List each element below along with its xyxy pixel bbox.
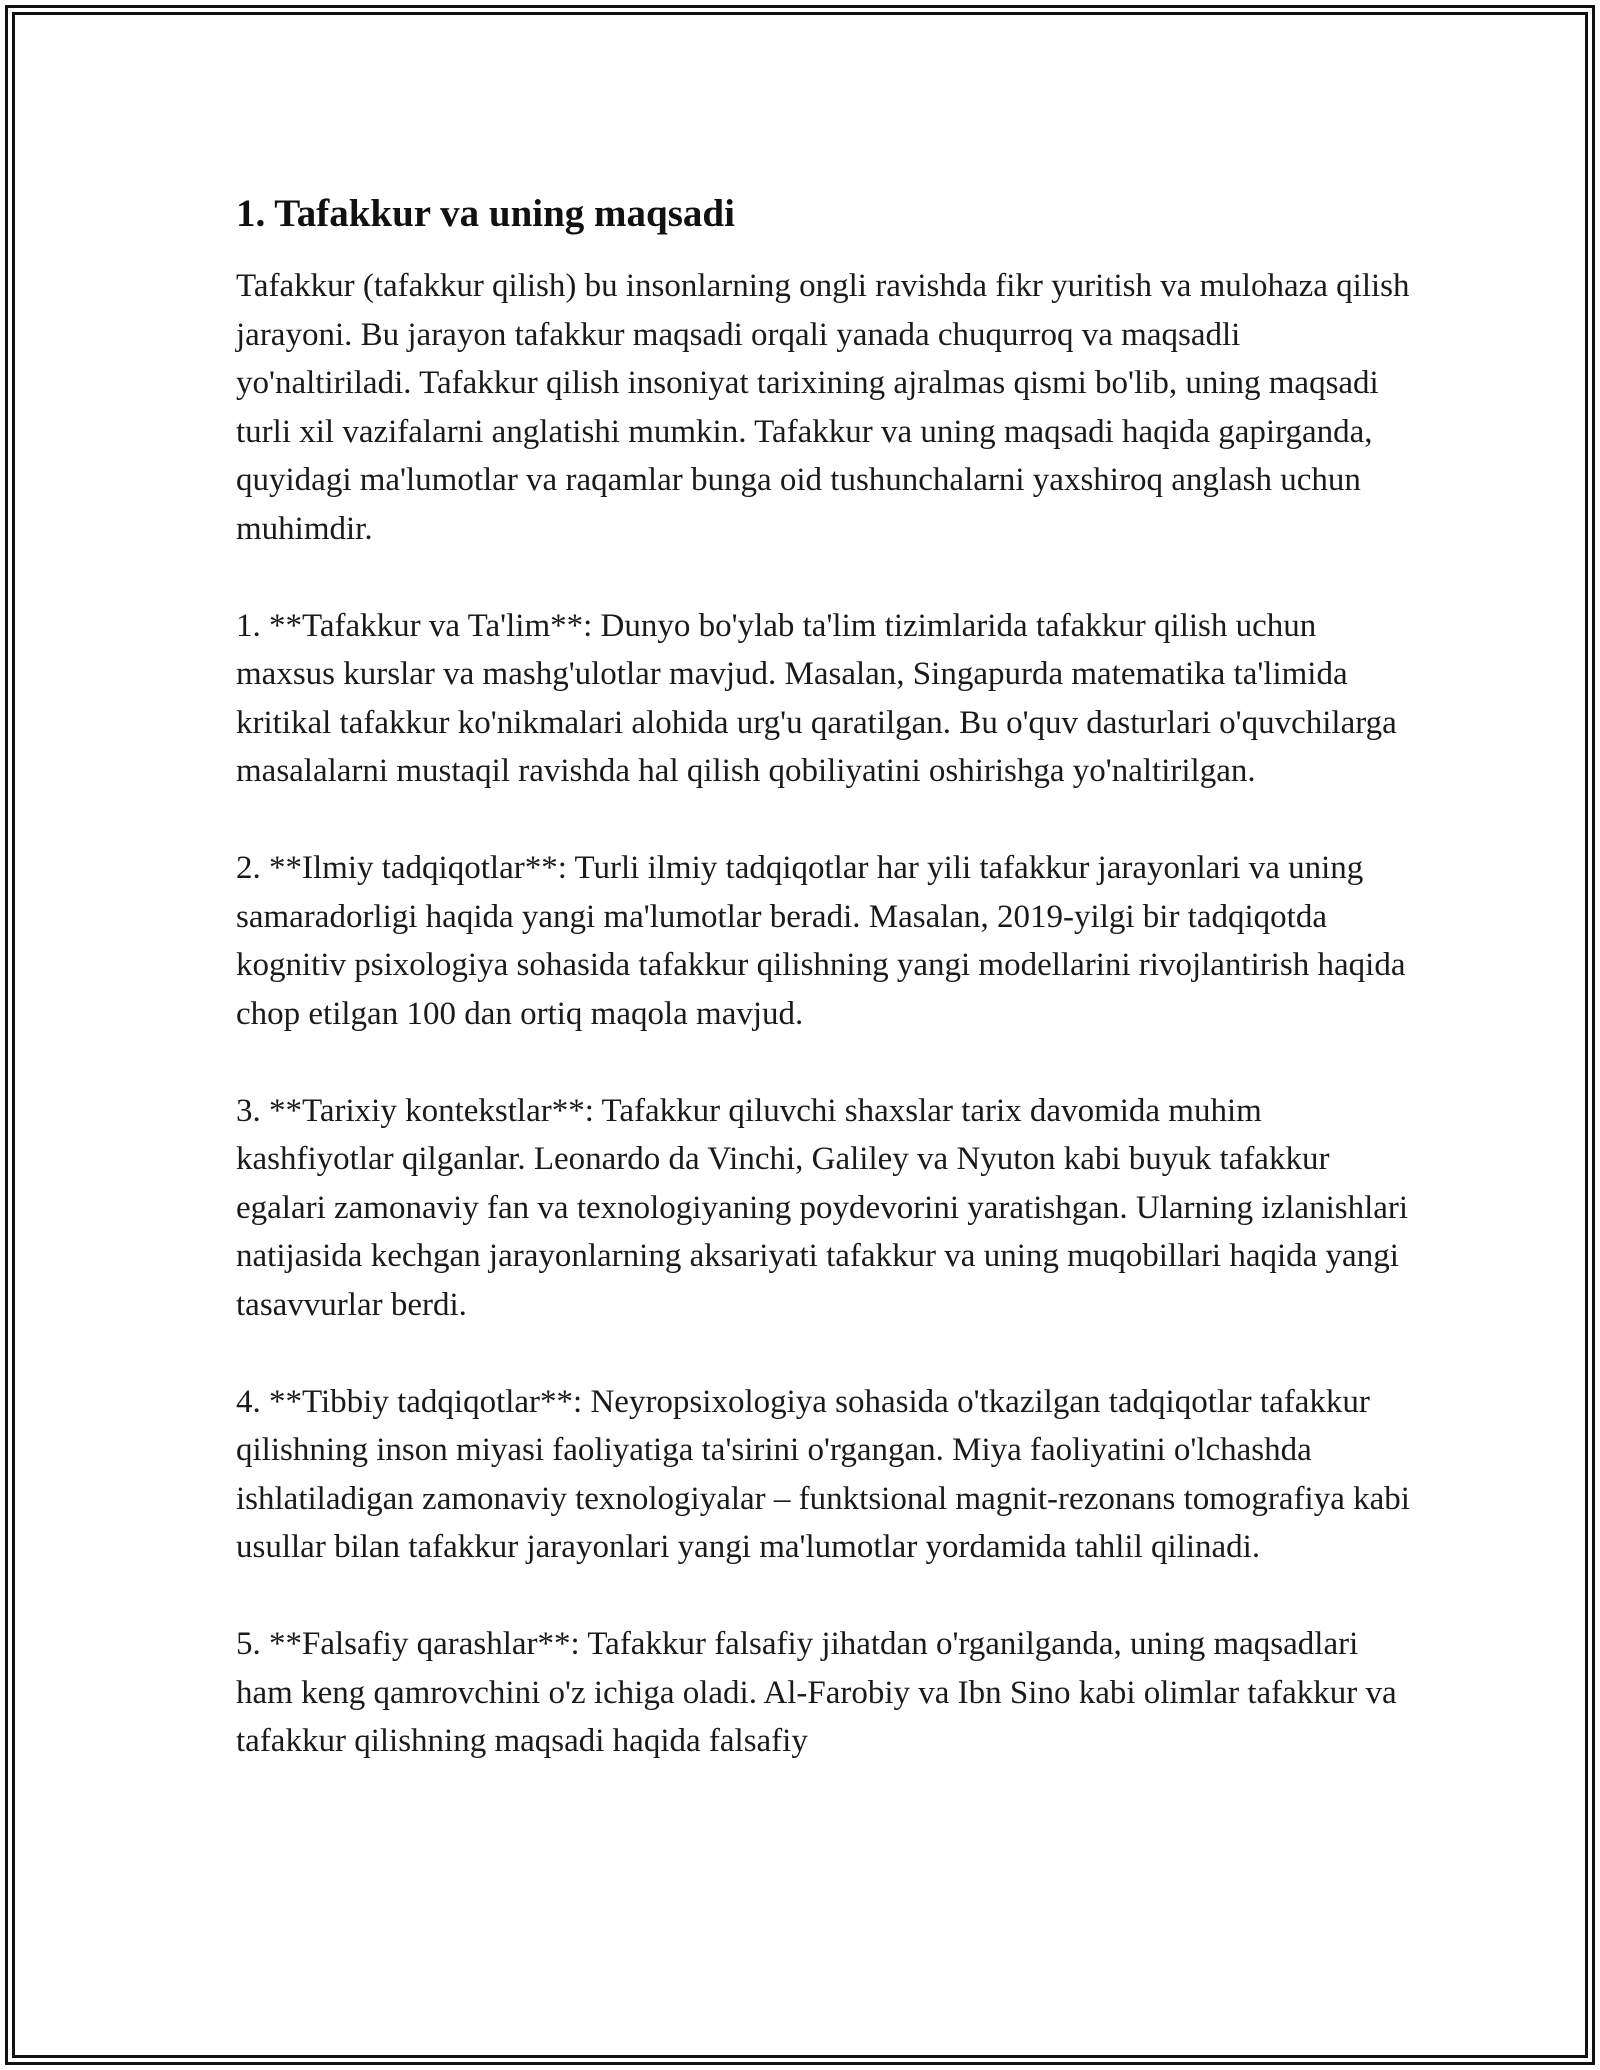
section-title: 1. Tafakkur va uning maqsadi: [236, 192, 735, 235]
document-body: [236, 190, 1416, 1814]
paragraph-medical-research: 4. **Tibbiy tadqiqotlar**: Neyropsixologiya sohasida o'tkazilgan tadqiqotlar tafakkur qilishning inson miyasi faoliyatiga ta'sirini o'rgangan. Miya faoliyatini o'lchashda ishlatiladigan zamonaviy texnologiyalar – funktsional magnit-rezonans tomografiya kabi usullar bilan tafakkur jarayonlari yangi ma'lumotlar yordamida tahlil qilinadi.: [236, 1383, 1410, 1565]
paragraph-historical-contexts: 3. **Tarixiy kontekstlar**: Tafakkur qiluvchi shaxslar tarix davomida muhim kashfiyotlar qilganlar. Leonardo da Vinchi, Galiley va Nyuton kabi buyuk tafakkur egalari zamonaviy fan va texnologiyaning poydevorini yaratishgan. Ularning izlanishlari natijasida kechgan jarayonlarning aksariyati tafakkur va uning muqobillari haqida yangi tasavvurlar berdi.: [236, 1092, 1409, 1323]
paragraph-scientific-research: 2. **Ilmiy tadqiqotlar**: Turli ilmiy tadqiqotlar har yili tafakkur jarayonlari va uning samaradorligi haqida yangi ma'lumotlar beradi. Masalan, 2019-yilgi bir tadqiqotda kognitiv psixologiya sohasida tafakkur qilishning yangi modellarini rivojlantirish haqida chop etilgan 100 dan ortiq maqola mavjud.: [236, 850, 1406, 1032]
paragraph-education: 1. **Tafakkur va Ta'lim**: Dunyo bo'ylab ta'lim tizimlarida tafakkur qilish uchun maxsus kurslar va mashg'ulotlar mavjud. Masalan, Singapurda matematika ta'limida kritikal tafakkur ko'nikmalari alohida urg'u qaratilgan. Bu o'quv dasturlari o'quvchilarga masalalarni mustaqil ravishda hal qilish qobiliyatini oshirishga yo'naltirilgan.: [236, 607, 1397, 789]
paragraph-philosophical-views: 5. **Falsafiy qarashlar**: Tafakkur falsafiy jihatdan o'rganilganda, uning maqsadlari ham keng qamrovchini o'z ichiga oladi. Al-Farobiy va Ibn Sino kabi olimlar tafakkur va tafakkur qilishning maqsadi haqida falsafiy: [236, 1626, 1397, 1759]
intro-paragraph: Tafakkur (tafakkur qilish) bu insonlarning ongli ravishda fikr yuritish va mulohaza qilish jarayoni. Bu jarayon tafakkur maqsadi orqali yanada chuqurroq va maqsadli yo'naltiriladi. Tafakkur qilish insoniyat tarixining ajralmas qismi bo'lib, uning maqsadi turli xil vazifalarni anglatishi mumkin. Tafakkur va uning maqsadi haqida gapirganda, quyidagi ma'lumotlar va raqamlar bunga oid tushunchalarni yaxshiroq anglash uchun muhimdir.: [236, 268, 1410, 547]
